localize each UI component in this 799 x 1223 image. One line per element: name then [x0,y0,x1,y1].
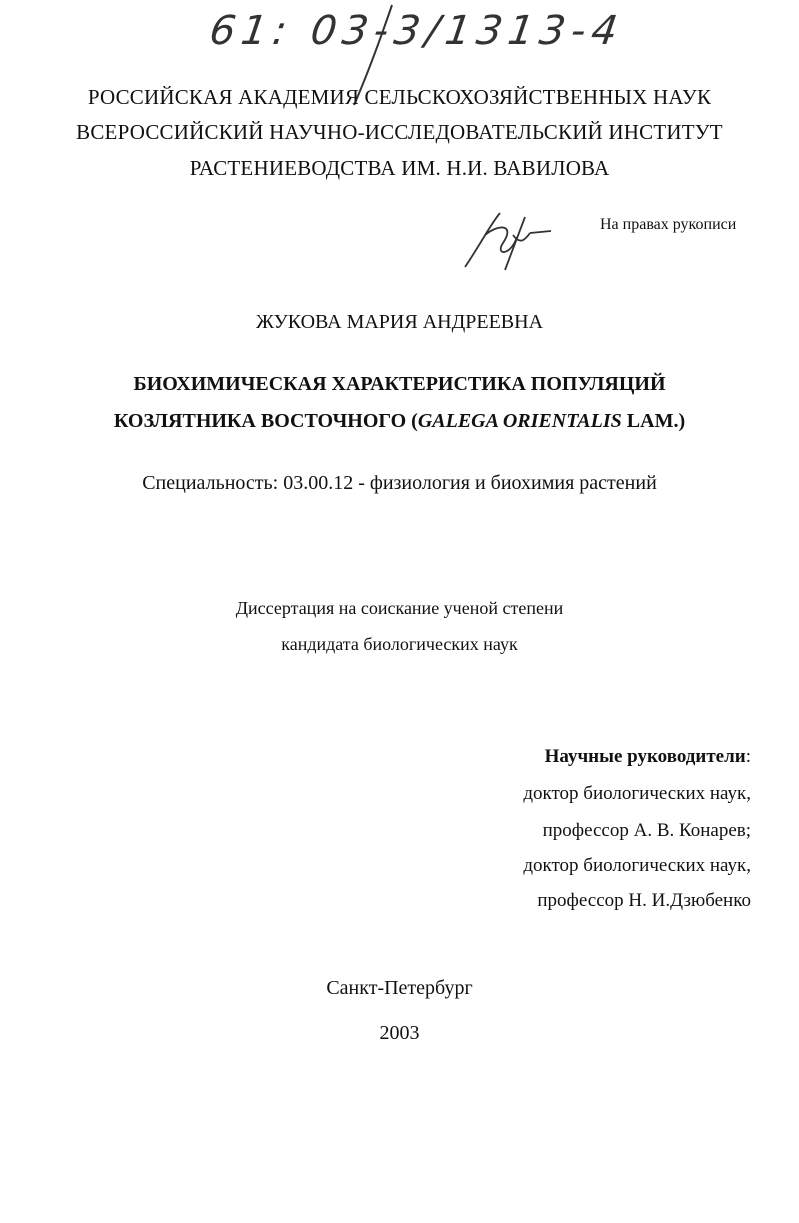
author-name: ЖУКОВА МАРИЯ АНДРЕЕВНА [255,311,544,333]
signature [455,205,565,275]
supervisors-heading [545,746,751,768]
title-line-2-prefix: КОЗЛЯТНИКА ВОСТОЧНОГО ( [113,410,418,432]
title-latin-name: GALEGA ORIENTALIS [417,410,622,432]
dissertation-line-2: кандидата биологических наук [281,634,518,654]
organization-line-2: ВСЕРОССИЙСКИЙ НАУЧНО-ИССЛЕДОВАТЕЛЬСКИЙ ИНСТИТУТ [76,120,723,144]
city: Санкт-Петербург [326,977,473,999]
title-line-2 [0,410,799,433]
title-line-2-suffix: LAM.) [621,410,686,432]
archive-handwritten-mark: 61: 03-3/1313-4 [206,8,627,54]
supervisor-line-2: профессор А. В. Конарев; [542,820,751,841]
supervisor-line-1: доктор биологических наук, [523,783,751,804]
title-line-1: БИОХИМИЧЕСКАЯ ХАРАКТЕРИСТИКА ПОПУЛЯЦИЙ [133,373,666,395]
supervisors-heading-colon: : [745,746,751,767]
dissertation-line-1: Диссертация на соискание ученой степени [235,598,564,618]
manuscript-rights-note: На правах рукописи [600,216,737,233]
supervisors-heading-text: Научные руководители [544,746,746,767]
supervisor-line-3: доктор биологических наук, [523,855,751,876]
year: 2003 [379,1022,420,1044]
organization-line-3: РАСТЕНИЕВОДСТВА ИМ. Н.И. ВАВИЛОВА [189,156,610,180]
organization-line-1: РОССИЙСКАЯ АКАДЕМИЯ СЕЛЬСКОХОЗЯЙСТВЕННЫХ НАУК [87,85,712,109]
specialty: Специальность: 03.00.12 - физиология и биохимия растений [142,472,657,494]
supervisor-line-4: профессор Н. И.Дзюбенко [537,890,751,911]
